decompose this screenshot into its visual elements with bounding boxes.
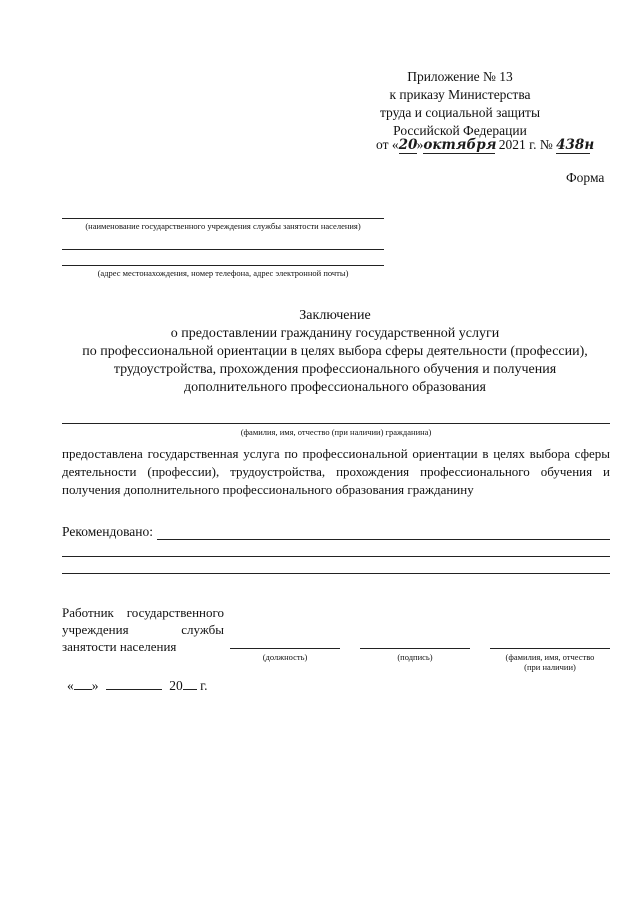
name-caption: (фамилия, имя, отчество (при наличии)	[505, 652, 595, 672]
recommended-label: Рекомендовано:	[62, 524, 153, 539]
title-line-5: дополнительного профессионального образования	[184, 380, 486, 395]
recommended-line-3	[62, 573, 610, 574]
order-year: 2021 г. №	[498, 137, 553, 152]
position-line	[230, 648, 340, 649]
order-ref: к приказу Министерства	[389, 87, 531, 102]
title-line-3: по профессиональной ориентации в целях выбора сферы деятельности (профессии),	[82, 344, 588, 359]
order-month: октября	[423, 137, 497, 153]
worker-line-1: Работник государственного	[62, 605, 224, 620]
order-number: 438н	[556, 137, 595, 153]
recommended-line-2	[62, 556, 610, 557]
signature-caption: (подпись)	[397, 652, 433, 662]
title-line-1: Заключение	[299, 308, 371, 323]
appendix-number: Приложение № 13	[407, 69, 513, 84]
name-line	[490, 648, 610, 649]
service-statement: предоставлена государственная услуга по профессиональной ориентации в целях выбора сферы деятельности (профессии), трудоустройства, прохождения профессионального обучения и получения дополнительного профессионального образования гражданину	[62, 446, 610, 497]
federation-line: Российской Федерации	[393, 123, 527, 138]
citizen-name-line	[62, 423, 610, 424]
position-caption: (должность)	[262, 652, 308, 662]
title-line-4: трудоустройства, прохождения профессионального обучения и получения	[113, 362, 557, 377]
appendix-header	[375, 68, 545, 140]
order-day: 20	[398, 137, 418, 153]
institution-line	[62, 218, 384, 219]
order-date-line	[376, 137, 616, 154]
footer-date: « » 20 г.	[67, 678, 208, 693]
signature-line	[360, 648, 470, 649]
title-line-2: о предоставлении гражданину государственной услуги	[170, 326, 500, 341]
worker-block	[62, 604, 224, 655]
ministry-line: труда и социальной защиты	[379, 105, 541, 120]
institution-line-2	[62, 249, 384, 250]
worker-line-3: занятости населения	[62, 639, 177, 654]
address-caption: (адрес местонахождения, номер телефона, адрес электронной почты)	[97, 268, 349, 278]
recommended-line-1	[157, 539, 610, 540]
form-label: Форма	[566, 170, 605, 185]
date-prefix: от «	[376, 137, 399, 152]
address-line	[62, 265, 384, 266]
citizen-caption: (фамилия, имя, отчество (при наличии) гражданина)	[240, 427, 432, 437]
institution-caption: (наименование государственного учреждения службы занятости населения)	[85, 221, 361, 231]
document-title	[40, 307, 630, 397]
worker-line-2: учреждения службы	[62, 622, 224, 637]
date-mid: »	[416, 137, 424, 152]
